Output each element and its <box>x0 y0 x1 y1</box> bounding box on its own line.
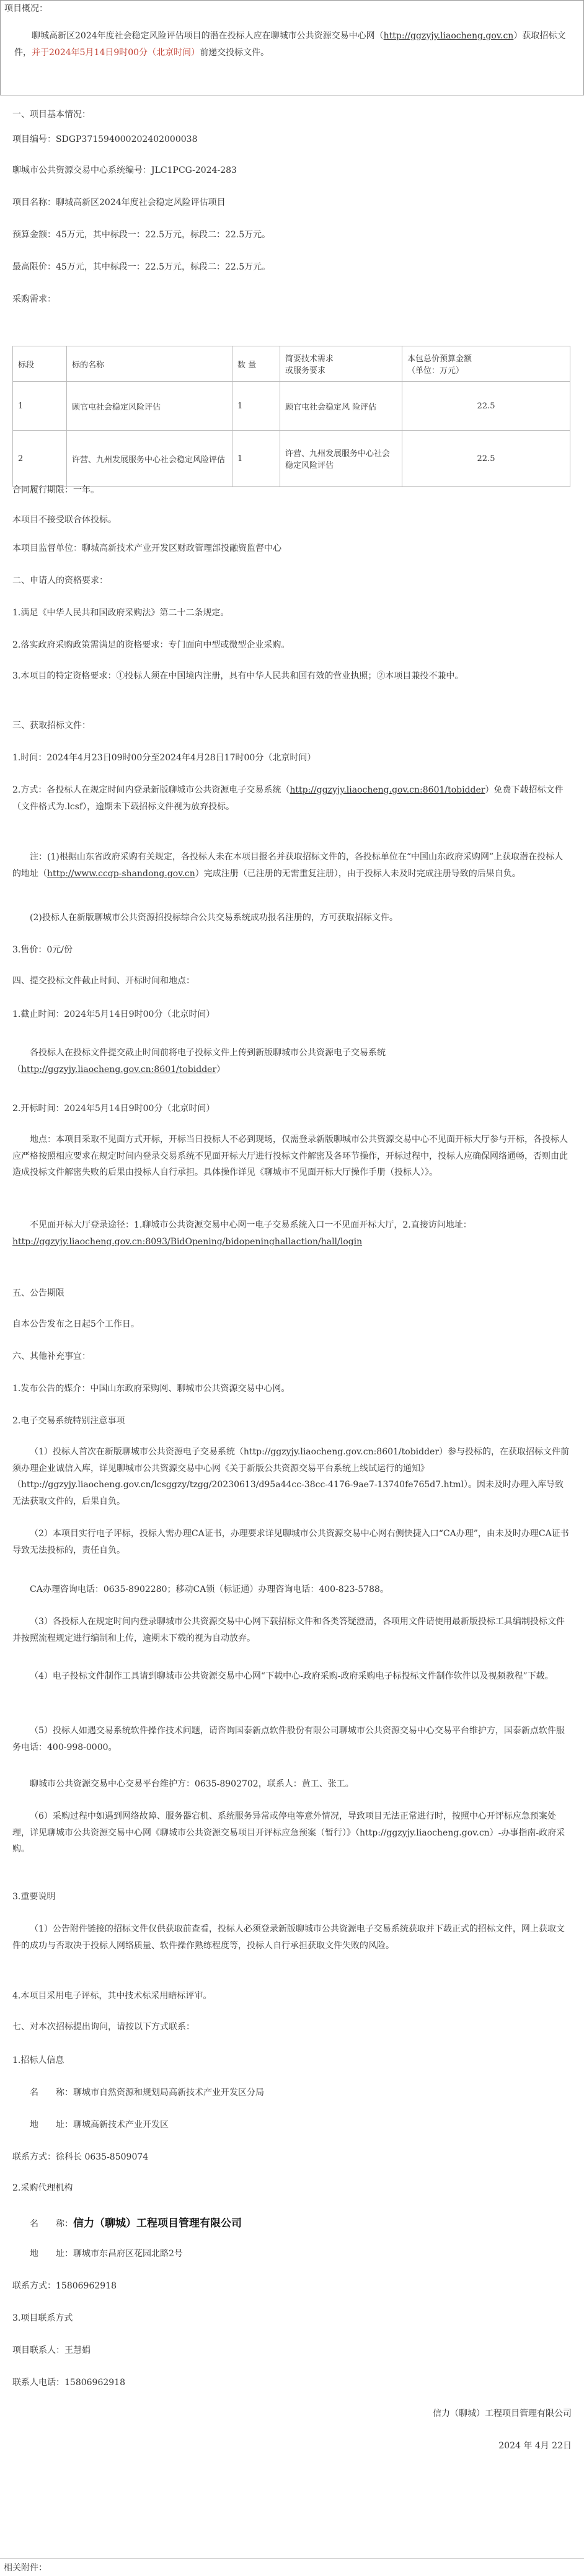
attachments-label: 相关附件： <box>0 2558 584 2576</box>
cell-amount: 22.5 <box>402 382 570 431</box>
note-6: （6）采购过程中如遇到网络故障、服务器宕机、系统服务异常或停电等意外情况，导致项目无法正常进行时，按照中心开评标应急预案处理，详见聊城市公共资源交易中心网《聊城市公共资源交易项目开评标应急预案（暂行）》（http://ggzyjy.liaocheng.gov.cn）-办事指南-政府采购。 <box>12 1811 565 1855</box>
obtain-method: 2.方式：各投标人在规定时间内登录新版聊城市公共资源电子交易系统（http://ggzyjy.liaocheng.gov.cn:8601/tobidder）免费下载招标文件（文件格式为.lcsf），逾期未下载招标文件视为放弃投标。 <box>12 785 564 812</box>
sign-company: 信力（聊城）工程项目管理有限公司 <box>433 2409 572 2419</box>
table-row <box>13 431 570 487</box>
note-1: （1）投标人首次在新版聊城市公共资源电子交易系统（http://ggzyjy.liaocheng.gov.cn:8601/tobidder）参与投标的，在获取招标文件前须办理企业诚信入库，详见聊城市公共资源交易中心网《关于新版公共资源交易平台系统上线试运行的通知》（http://ggzyjy.liaocheng.gov.cn/lcsggzy/tzgg/20230613/d95a44cc-38cc-4176-9ae7-13740fe765d7.html）。因未及时办理入库导致无法获取文件的，后果自负。 <box>12 1447 570 1506</box>
ccgp-link[interactable]: http://www.ccgp-shandong.gov.cn <box>47 868 195 879</box>
hall-access: 不见面开标大厅登录途径：1.聊城市公共资源交易中心网一电子交易系统入口一不见面开标大厅，2.直接访问地址：http://ggzyjy.liaocheng.gov.cn:8093/BidOpening/bidopeninghallaction/hall/login <box>12 1220 472 1247</box>
media: 1.发布公告的媒介：中国山东政府采购网、聊城市公共资源交易中心网。 <box>12 1384 290 1394</box>
s1-title: 一、项目基本情况： <box>12 110 91 120</box>
project-contact-title: 3.项目联系方式 <box>12 2313 73 2323</box>
cell-name: 顾官屯社会稳定风险评估 <box>67 382 232 431</box>
project-name: 项目名称：聊城高新区2024年度社会稳定风险评估项目 <box>12 198 226 208</box>
requirement-table <box>12 346 570 487</box>
open-place: 地点：本项目采取不见面方式开标，开标当日投标人不必到现场，仅需登录新版聊城市公共资源交易中心不见面开标大厅参与开标，各投标人应严格按照相应要求在规定时间内登录交易系统不见面开标大厅进行投标文件解密及各环节操作，开标过程中，投标人应确保网络通畅，否则由此造成投标文件解密失败的后果由投标人自行承担。具体操作详见《聊城市不见面开标大厅操作手册（投标人）》。 <box>12 1135 568 1178</box>
supervisor: 本项目监督单位：聊城高新技术产业开发区财政管理部投融资监督中心 <box>12 543 281 553</box>
s6-title: 六、其他补充事宜： <box>12 1352 91 1361</box>
cell-lot: 1 <box>13 382 67 431</box>
agency-name: 名 称：信力（聊城）工程项目管理有限公司 <box>30 2217 242 2230</box>
agency-logo-text: 信力（聊城）工程项目管理有限公司 <box>73 2217 242 2230</box>
open-time: 2.开标时间：2024年5月14日9时00分（北京时间） <box>12 1104 215 1114</box>
cell-qty: 1 <box>232 382 280 431</box>
no-consortium: 本项目不接受联合体投标。 <box>12 515 117 525</box>
note-3: （3）各投标人在规定时间内登录聊城市公共资源交易中心网下载招标文件和各类答疑澄清，各项用文件请使用最新版投标工具编制投标文件并按照流程规定进行编制和上传，逾期未下载的视为自动放弃。 <box>12 1617 565 1643</box>
max-price: 最高限价：45万元，其中标段一：22.5万元，标段二：22.5万元。 <box>12 262 271 272</box>
deadline: 1.截止时间：2024年5月14日9时00分（北京时间） <box>12 1009 215 1019</box>
notice-period: 自本公告发布之日起5个工作日。 <box>12 1319 139 1329</box>
s4-title: 四、提交投标文件截止时间、开标时间和地点： <box>12 976 195 986</box>
overview-box <box>0 0 584 95</box>
table-header-row <box>13 346 570 382</box>
obtain-note: 注：(1)根据山东省政府采购有关规定，各投标人未在本项目报名并获取招标文件的，各投标单位在“中国山东政府采购网”上获取潜在投标人的地址（http://www.ccgp-shandong.gov.cn）完成注册（已注册的无需重复注册），由于投标人未及时完成注册导致的后果自负。 <box>12 852 564 879</box>
project-number: 项目编号：SDGP371594000202402000038 <box>12 134 198 144</box>
system-number: 聊城市公共资源交易中心系统编号：JLC1PCG-2024-283 <box>12 165 237 175</box>
header-name: 标的名称 <box>67 346 232 382</box>
budget: 预算金额：45万元，其中标段一：22.5万元，标段二：22.5万元。 <box>12 230 271 240</box>
agency-address: 地 址：聊城市东昌府区花园北路2号 <box>30 2249 183 2259</box>
agency-contact: 联系方式：15806962918 <box>12 2281 117 2291</box>
tobidder-link[interactable]: http://ggzyjy.liaocheng.gov.cn:8601/tobidder <box>290 785 485 795</box>
header-req: 简要技术需求 或服务要求 <box>280 346 402 382</box>
overview-text: 聊城高新区2024年度社会稳定风险评估项目的潜在投标人应在聊城市公共资源交易中心网（http://ggzyjy.liaocheng.gov.cn）获取招标文件，并于2024年5月14日9时00分（北京时间）前递交投标文件。 <box>14 31 566 58</box>
obtain-time: 1.时间：2024年4月23日09时00分至2024年4月28日17时00分（北京时间） <box>12 753 316 763</box>
cell-req: 许营、九州发展服务中心社会稳定风险评估 <box>280 431 402 487</box>
s3-title: 三、获取招标文件： <box>12 721 91 731</box>
overview-link[interactable]: http://ggzyjy.liaocheng.gov.cn <box>383 31 514 41</box>
tenderer-name: 名 称：聊城市自然资源和规划局高新技术产业开发区分局 <box>30 2088 264 2098</box>
qualification-3: 3.本项目的特定资格要求：①投标人须在中国境内注册，具有中华人民共和国有效的营业执照；②本项目兼投不兼中。 <box>12 671 464 681</box>
s5-title: 五、公告期限 <box>12 1288 64 1298</box>
qualification-2: 2.落实政府采购政策需满足的资格要求：专门面向中型或微型企业采购。 <box>12 640 290 650</box>
tenderer-address: 地 址：聊城高新技术产业开发区 <box>30 2120 169 2130</box>
s2-title: 二、申请人的资格要求： <box>12 576 108 586</box>
table-row <box>13 382 570 431</box>
tenderer-title: 1.招标人信息 <box>12 2055 64 2065</box>
qualification-1: 1.满足《中华人民共和国政府采购法》第二十二条规定。 <box>12 608 229 618</box>
project-contact: 项目联系人：王慧娟 <box>12 2345 91 2355</box>
note-7: （1）公告附件链接的招标文件仅供获取前查看，投标人必须登录新版聊城市公共资源电子交易系统获取并下载正式的招标文件，网上获取文件的成功与否取决于投标人网络质量、软件操作熟练程度等，投标人自行承担获取文件失败的风险。 <box>12 1924 565 1951</box>
cell-lot: 2 <box>13 431 67 487</box>
cell-name: 许营、九州发展服务中心社会稳定风险评估 <box>67 431 232 487</box>
s7-title: 七、对本次招标提出询问，请按以下方式联系： <box>12 2022 195 2032</box>
cell-qty: 1 <box>232 431 280 487</box>
note-5b: 聊城市公共资源交易中心交易平台维护方：0635-8902702，联系人：黄工、张工。 <box>30 1779 354 1789</box>
header-qty: 数 量 <box>232 346 280 382</box>
requirement-label: 采购需求： <box>12 294 56 304</box>
deadline-highlight: 并于2024年5月14日9时00分（北京时间） <box>32 47 200 58</box>
header-amount: 本包总价预算金额 （单位：万元） <box>402 346 570 382</box>
note-5: （5）投标人如遇交易系统软件操作技术问题，请咨询国泰新点软件股份有限公司聊城市公共资源交易中心交易平台维护方，国泰新点软件服务电话：400-998-0000。 <box>12 1726 565 1752</box>
price: 3.售价：0元/份 <box>12 945 73 955</box>
note-2: （2）本项目实行电子评标，投标人需办理CA证书，办理要求详见聊城市公共资源交易中心网右侧快捷入口“CA办理”，由未及时办理CA证书导致无法投标的，责任自负。 <box>12 1529 569 1555</box>
agency-title: 2.采购代理机构 <box>12 2183 73 2193</box>
submit-info: 各投标人在投标文件提交截止时间前将电子投标文件上传到新版聊城市公共资源电子交易系统（http://ggzyjy.liaocheng.gov.cn:8601/tobidder） <box>12 1048 386 1075</box>
obtain-note-2: (2)投标人在新版聊城市公共资源招投标综合公共交易系统成功报名注册的，方可获取招标文件。 <box>30 913 398 923</box>
cell-amount: 22.5 <box>402 431 570 487</box>
note-8: 4.本项目采用电子评标，其中技术标采用暗标评审。 <box>12 1991 212 2001</box>
hall-link[interactable]: http://ggzyjy.liaocheng.gov.cn:8093/BidOpening/bidopeninghallaction/hall/login <box>12 1236 363 1247</box>
project-phone: 联系人电话：15806962918 <box>12 2378 125 2388</box>
ca-phone: CA办理咨询电话：0635-8902280；移动CA锁（标证通）办理咨询电话：400-823-5788。 <box>30 1585 389 1594</box>
contract-period: 合同履行期限：一年。 <box>12 485 99 495</box>
header-lot: 标段 <box>13 346 67 382</box>
cell-req: 顾官屯社会稳定风 险评估 <box>280 382 402 431</box>
important-title: 3.重要说明 <box>12 1892 56 1902</box>
tenderer-contact: 联系方式：徐科长 0635-8509074 <box>12 2152 149 2162</box>
submit-link[interactable]: http://ggzyjy.liaocheng.gov.cn:8601/tobidder <box>21 1064 217 1075</box>
sign-date: 2024 年 4月 22日 <box>498 2441 572 2451</box>
note-4: （4）电子投标文件制作工具请到聊城市公共资源交易中心网“下载中心-政府采购-政府采购电子标投标文件制作软件以及视频教程”下载。 <box>30 1671 554 1681</box>
overview-label: 项目概况： <box>4 4 48 14</box>
system-notes-title: 2.电子交易系统特别注意事项 <box>12 1416 125 1426</box>
